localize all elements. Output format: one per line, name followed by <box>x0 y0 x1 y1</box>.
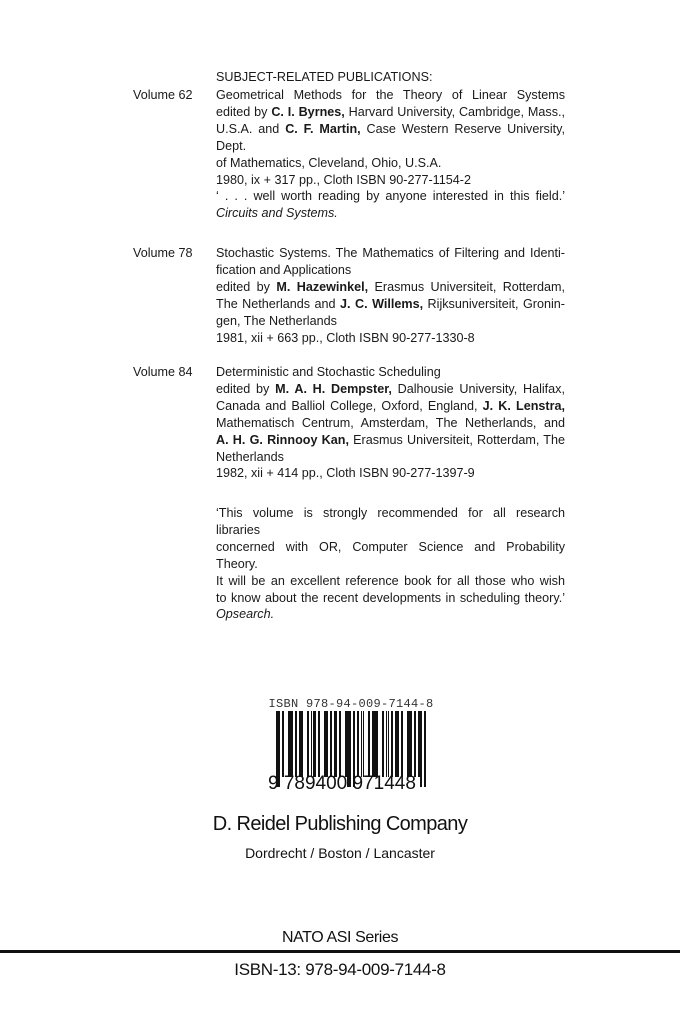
series-title: NATO ASI Series <box>281 929 399 946</box>
title-line: Deterministic and Stochastic Scheduling <box>216 365 441 379</box>
publisher-name: D. Reidel Publishing Company <box>212 813 468 835</box>
publication-info: 1980, ix + 317 pp., Cloth ISBN 90-277-1154-2 <box>216 172 471 187</box>
publication-info: 1981, xii + 663 pp., Cloth ISBN 90-277-1330-8 <box>216 330 475 345</box>
publication-details <box>216 364 565 482</box>
review-quote: ‘ . . . well worth reading by anyone interested in this field.’ <box>216 189 565 203</box>
barcode-digits: 9 789400 971448 <box>268 773 416 794</box>
publication-info: 1982, xii + 414 pp., Cloth ISBN 90-277-1397-9 <box>216 466 475 481</box>
editor-line: U.S.A. and C. F. Martin, Case Western Reserve University, Dept. <box>216 121 565 153</box>
editor-name: M. A. H. Dempster, <box>275 381 392 396</box>
editor-line: edited by C. I. Byrnes, Harvard University, Cambridge, Mass., <box>216 104 565 119</box>
subject-heading: SUBJECT-RELATED PUBLICATIONS: <box>216 70 433 84</box>
volume-label: Volume 84 <box>133 365 193 379</box>
editor-line: edited by M. A. H. Dempster, Dalhousie University, Halifax, <box>216 381 565 396</box>
editor-name: J. C. Willems, <box>340 296 424 311</box>
publisher-cities: Dordrecht / Boston / Lancaster <box>245 845 435 861</box>
barcode-bars <box>276 711 426 781</box>
review-source: Circuits and Systems. <box>216 205 338 220</box>
editor-line: The Netherlands and J. C. Willems, Rijksuniversiteit, Gronin- <box>216 296 565 311</box>
review-quote-line: ‘This volume is strongly recommended for all research libraries <box>216 506 565 537</box>
affiliation-line: Mathematisch Centrum, Amsterdam, The Netherlands, and <box>216 415 565 430</box>
volume-label: Volume 62 <box>133 88 193 102</box>
editor-line: Canada and Balliol College, Oxford, England, J. K. Lenstra, <box>216 398 566 413</box>
editor-line: A. H. G. Rinnooy Kan, Erasmus Universiteit, Rotterdam, The <box>216 432 565 447</box>
review-quote-line: concerned with OR, Computer Science and Probability Theory. <box>216 539 565 571</box>
review-source: Opsearch. <box>216 607 275 622</box>
editor-name: C. F. Martin, <box>285 121 361 136</box>
affiliation-line: gen, The Netherlands <box>216 313 337 328</box>
editor-name: C. I. Byrnes, <box>271 104 345 119</box>
review-quote-line: to know about the recent developments in scheduling theory.’ <box>216 590 565 605</box>
editor-name: A. H. G. Rinnooy Kan, <box>216 432 349 447</box>
title-line: Geometrical Methods for the Theory of Linear Systems <box>216 88 565 102</box>
divider-rule <box>0 950 680 953</box>
barcode-isbn-label: ISBN 978-94-009-7144-8 <box>268 697 434 711</box>
affiliation-line: of Mathematics, Cleveland, Ohio, U.S.A. <box>216 155 442 170</box>
publication-details <box>216 245 565 346</box>
review-quote-line: It will be an excellent reference book for all those who wish <box>216 573 565 588</box>
editor-line: edited by M. Hazewinkel, Erasmus Universiteit, Rotterdam, <box>216 279 565 294</box>
editor-name: M. Hazewinkel, <box>276 279 369 294</box>
publication-details <box>216 87 565 188</box>
title-line: Stochastic Systems. The Mathematics of Filtering and Identi- <box>216 246 565 260</box>
barcode <box>262 697 440 781</box>
volume-label: Volume 78 <box>133 246 193 260</box>
editor-name: J. K. Lenstra, <box>482 398 566 413</box>
title-line: fication and Applications <box>216 262 352 277</box>
affiliation-line: Netherlands <box>216 449 284 464</box>
isbn13: ISBN-13: 978-94-009-7144-8 <box>234 960 446 979</box>
